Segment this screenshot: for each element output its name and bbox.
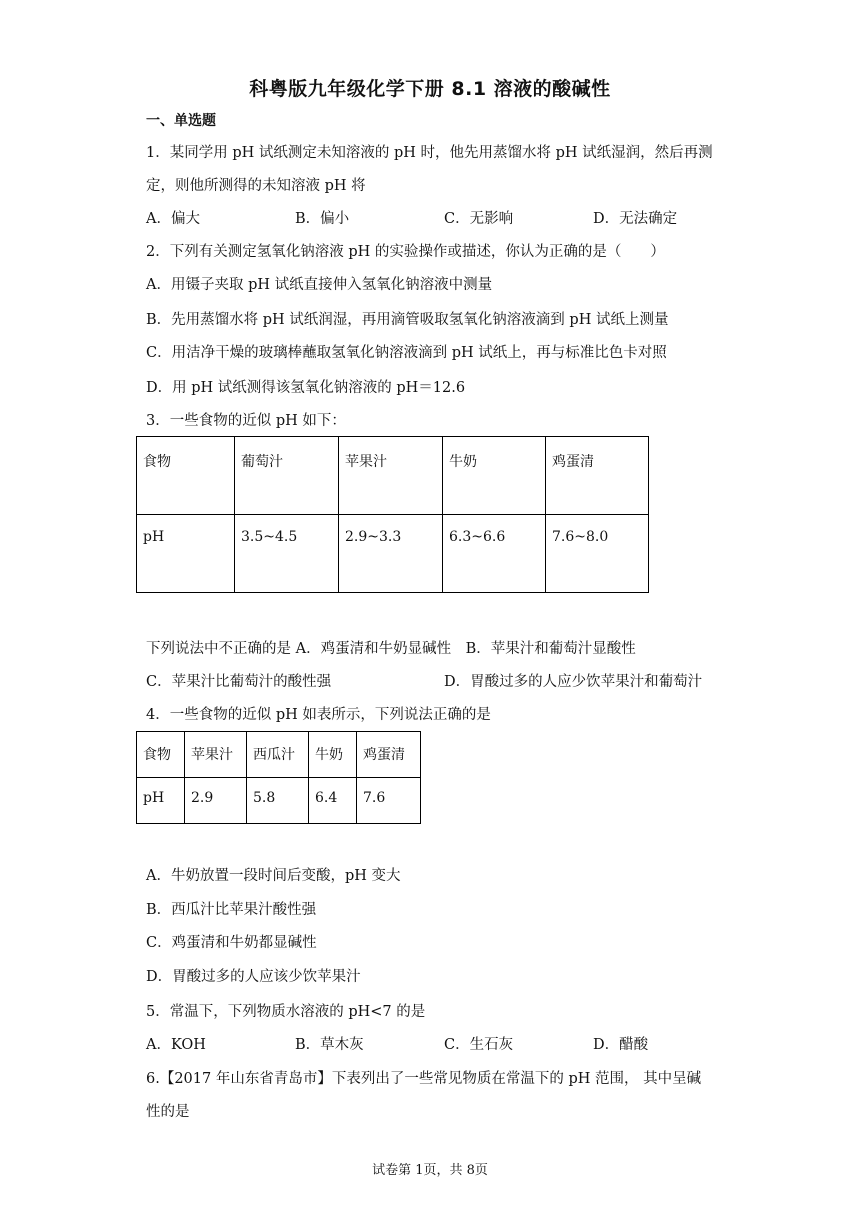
- table-row: [137, 437, 649, 515]
- table-cell: 5.8: [247, 778, 309, 824]
- question-4-stem: 4．一些食物的近似 pH 如表所示，下列说法正确的是: [146, 707, 491, 723]
- table-cell: 3.5~4.5: [235, 515, 339, 593]
- table-cell: pH: [137, 515, 235, 593]
- question-6-stem: 6.【2017 年山东省青岛市】下表列出了一些常见物质在常温下的 pH 范围， 其中呈碱: [146, 1071, 702, 1087]
- table-row: [137, 515, 649, 593]
- question-4-option-a: A．牛奶放置一段时间后变酸，pH 变大: [146, 868, 401, 884]
- question-1-option-c: C．无影响: [444, 211, 514, 227]
- question-1-option-d: D．无法确定: [593, 211, 678, 227]
- table-cell: 牛奶: [443, 437, 546, 515]
- question-3-option-c: C．苹果汁比葡萄汁的酸性强: [146, 674, 332, 690]
- question-2-option-c: C．用洁净干燥的玻璃棒蘸取氢氧化钠溶液滴到 pH 试纸上，再与标准比色卡对照: [146, 345, 667, 361]
- question-4-table: [136, 731, 421, 824]
- table-cell: pH: [137, 778, 185, 824]
- question-2-option-b: B．先用蒸馏水将 pH 试纸润湿，再用滴管吸取氢氧化钠溶液滴到 pH 试纸上测量: [146, 312, 669, 328]
- table-cell: 2.9~3.3: [339, 515, 443, 593]
- question-3-stem: 3．一些食物的近似 pH 如下：: [146, 413, 346, 429]
- table-cell: 苹果汁: [185, 732, 247, 778]
- question-3-table: [136, 436, 649, 593]
- question-6-stem-cont: 性的是: [146, 1104, 190, 1120]
- table-cell: 食物: [137, 437, 235, 515]
- table-row: [137, 778, 421, 824]
- table-cell: 6.3~6.6: [443, 515, 546, 593]
- question-1-stem: 1．某同学用 pH 试纸测定未知溶液的 pH 时，他先用蒸馏水将 pH 试纸湿润，然后再测: [146, 145, 713, 161]
- table-cell: 6.4: [309, 778, 357, 824]
- question-5-option-d: D．醋酸: [593, 1037, 649, 1053]
- table-cell: 7.6: [357, 778, 421, 824]
- question-4-option-b: B．西瓜汁比苹果汁酸性强: [146, 902, 317, 918]
- table-cell: 鸡蛋清: [546, 437, 649, 515]
- question-1-option-b: B．偏小: [295, 211, 350, 227]
- table-cell: 葡萄汁: [235, 437, 339, 515]
- table-cell: 鸡蛋清: [357, 732, 421, 778]
- question-5-option-c: C．生石灰: [444, 1037, 514, 1053]
- table-cell: 西瓜汁: [247, 732, 309, 778]
- table-cell: 食物: [137, 732, 185, 778]
- section-heading: 一、单选题: [146, 113, 216, 129]
- table-cell: 2.9: [185, 778, 247, 824]
- question-2-option-a: A．用镊子夹取 pH 试纸直接伸入氢氧化钠溶液中测量: [146, 277, 493, 293]
- question-4-option-c: C．鸡蛋清和牛奶都显碱性: [146, 935, 317, 951]
- table-cell: 7.6~8.0: [546, 515, 649, 593]
- question-3-options-ab: 下列说法中不正确的是 A．鸡蛋清和牛奶显碱性 B．苹果汁和葡萄汁显酸性: [146, 641, 636, 657]
- question-2-option-d: D．用 pH 试纸测得该氢氧化钠溶液的 pH＝12.6: [146, 380, 466, 396]
- page-footer: 试卷第 1页，共 8页: [372, 1163, 488, 1178]
- question-3-option-d: D．胃酸过多的人应少饮苹果汁和葡萄汁: [444, 674, 703, 690]
- question-5-option-b: B．草木灰: [295, 1037, 364, 1053]
- question-5-stem: 5．常温下，下列物质水溶液的 pH<7 的是: [146, 1004, 426, 1020]
- question-5-option-a: A．KOH: [146, 1037, 206, 1053]
- page-title: 科粤版九年级化学下册 8.1 溶液的酸碱性: [249, 78, 611, 100]
- question-1-stem-cont: 定，则他所测得的未知溶液 pH 将: [146, 178, 366, 194]
- table-cell: 苹果汁: [339, 437, 443, 515]
- question-2-stem: 2．下列有关测定氢氧化钠溶液 pH 的实验操作或描述，你认为正确的是（ ）: [146, 244, 665, 260]
- question-1-option-a: A．偏大: [146, 211, 200, 227]
- table-row: [137, 732, 421, 778]
- question-4-option-d: D．胃酸过多的人应该少饮苹果汁: [146, 969, 361, 985]
- table-cell: 牛奶: [309, 732, 357, 778]
